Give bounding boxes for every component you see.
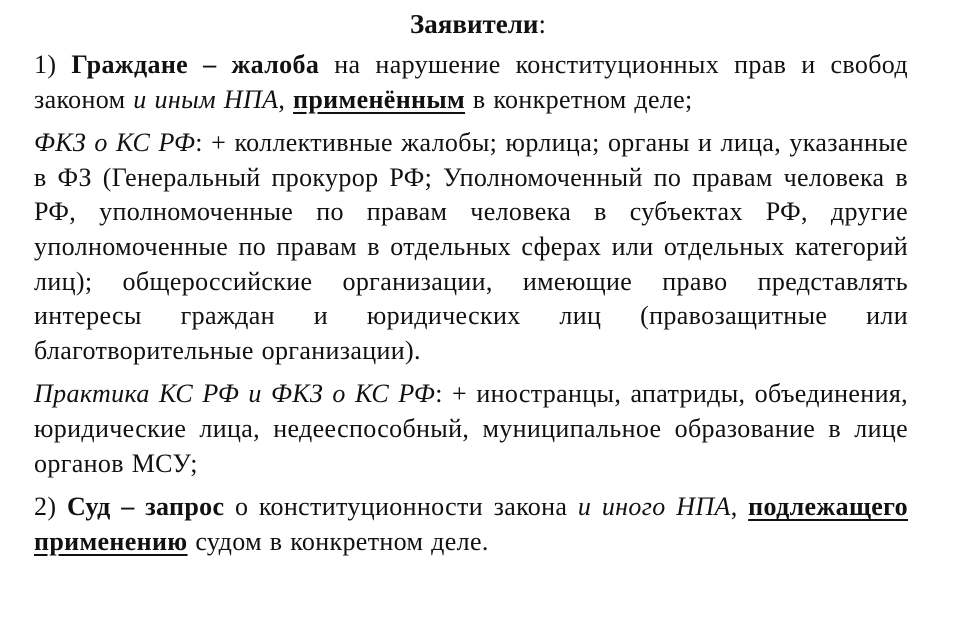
heading-colon: : (538, 9, 546, 39)
italic-source-fkz: ФКЗ о КС РФ (34, 128, 196, 158)
paragraph-fkz (34, 126, 908, 368)
text-fragment: о конституционности закона (224, 492, 578, 522)
text-fragment: , (278, 84, 294, 114)
subject-citizens: Граждане (71, 50, 189, 79)
paragraph-citizens (34, 48, 908, 117)
paragraph-court (34, 490, 908, 559)
text-fragment: : + коллективные жалобы; юрлица; органы и лица, указанные в ФЗ (Генеральный прокурор РФ; Уполномоченный по правам человека в РФ, уполномоченные по правам человека в субъектах РФ, другие уполномоченные по правам в отдельных сферах или отдельных категорий лиц); общероссийские организации, имеющие право представлять интересы граждан и юридических лиц (правозащитные или благотворительные организации). (34, 128, 908, 365)
heading-applicants (34, 6, 908, 42)
italic-fragment: и иным НПА (133, 84, 279, 114)
underlined-to-be-applied: подлежащего применению (34, 492, 909, 556)
item-number: 2) (34, 492, 67, 522)
paragraph-practice (34, 377, 908, 481)
act-complaint: жалоба (231, 50, 320, 79)
item-number: 1) (34, 50, 72, 79)
text-fragment: : + иностранцы, апатриды, объединения, юридические лица, недееспособный, муниципальное образование в лице органов МСУ; (34, 379, 908, 478)
dash: – (110, 492, 146, 522)
act-request: запрос (145, 492, 225, 522)
text-fragment: , (730, 492, 749, 522)
text-fragment: на нарушение конституционных прав и свобод законом (34, 50, 908, 114)
document-page (34, 6, 908, 568)
italic-source-practice: Практика КС РФ и ФКЗ о КС РФ (34, 379, 436, 409)
italic-fragment: и иного НПА (577, 492, 731, 522)
text-fragment: в конкретном деле; (465, 84, 693, 114)
underlined-applied: применённым (293, 84, 466, 114)
text-fragment: судом в конкретном деле. (187, 526, 489, 556)
dash: – (188, 50, 232, 79)
heading-bold-text: Заявители (410, 9, 539, 39)
subject-court: Суд (66, 492, 111, 522)
